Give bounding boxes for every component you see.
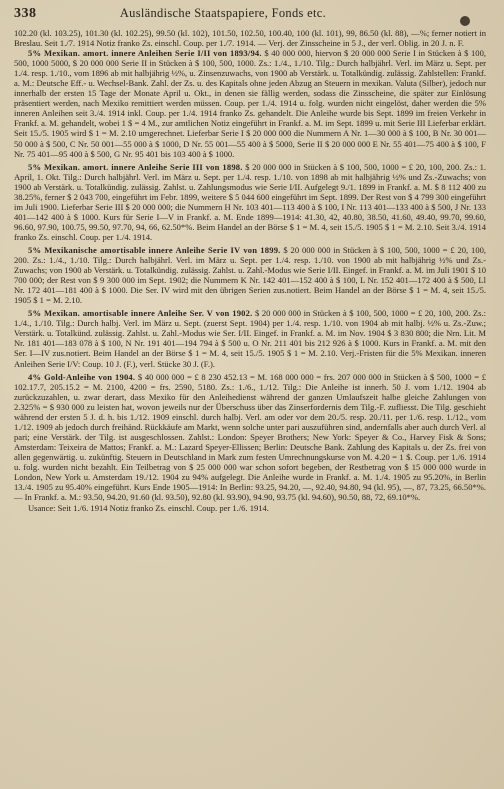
page-number: 338	[14, 6, 37, 21]
entry-heading: 5% Mexikan. amort. innere Anleihe Serie III von 1898.	[28, 161, 243, 172]
entry-serie-3	[14, 162, 486, 242]
entry-serie-4	[14, 245, 486, 305]
usance-text: Usance: Seit 1./6. 1914 Notiz franko Zs. einschl. Coup. per 1./6. 1914.	[28, 503, 269, 514]
entry-gold-anleihe-1904	[14, 372, 486, 503]
entry-heading: 5% Mexikan. amortisable innere Anleihe Ser. V von 1902.	[28, 308, 253, 319]
entry-text: $ 20 000 000 in Stücken à $ 100, 500, 1000 = £ 20, 100, 200. Zs.: 1. April, 1. Okt. Tilg.: Durch halbjährl. Verl. im März u. Sept. per 1./4. resp. 1./10. von 1898 ab mit halbjährig ½% und Zs.-Zuwachs; von 1900 ab Verstärk. u. Totalkündig. zulässig. Zahlst. u. Zahlungsmodus wie Serie I/II. Aufgelegt 9./1. 1899 in Frankf. a. M. $ 8 112 400 zu 38.25%, ferner $ 2 043 700, eingeführt im Febr. 1899, weitere $ 5 044 600 eingeführt im Sept. 1899. Der Rest von $ 4 799 300 eingeführt im Juli 1900. Lieferbar Serie III $ 20 000 000; die Nummern H Nr. 103 401—113 400 à $ 100, I Nr. 113 401—133 400 à $ 500, J Nr. 133 401—142 400 à $ 1000. Kurs für Serie I—V in Frankf. a. M. Ende 1899—1914: 41.30, 42, 40.80, 38.50, 41.60, 49.40, 99.70, 99.60, 96.60, 97.90, 100.75, 99.50, 97.70, 94, 66, 62.50*%. Beim Handel an der Börse $ 1 = M. 4, seit 15./5. 1905 $ 1 = M. 2.10. Seit 3./4. 1914 franko Zs. einschl. Coup. per 1./4. 1914.	[14, 161, 487, 242]
usance-note	[14, 503, 486, 513]
entry-text: $ 40 000 000, hiervon $ 20 000 000 Serie I in Stücken à $ 100, 500, 1000 5000, $ 20 000 000 Serie II in Stücken à $ 100, 500, 1000. Zs.: 1./4., 1./10. Tilg.: Durch halbjährl. Verl. im März u. Sept. per 1./4. resp. 1./10., vom 1896 ab mit halbjährig ½%, u. Zinsenzuwachs, von 1900 ab Verstärk. u. Totalkündig. zulässig. Zahlstellen: Frankf. a. M.: Deutsche Eff.- u. Wechsel-Bank. Zahl. der Zs. u. des Kapitals ohne jeden Abzug an Steuern in mexikan. Valuta (Silber), jedoch nur innerhalb der ersten 15 Tage der Monate April u. Okt., in denen sie fällig werden, sodass die Zinsscheine, die später zur Einlösung präsentiert werden, nach Mexiko remittiert werden müssen. Coup. per 1./4. 1914 u. folg. wurden nicht eingelöst, daher werden die 5% inneren Anleihen seit 3./4. 1914 inkl. Coup. per 1./4. 1914 franko Zs. gehandelt. Die Anleihe wurde bis Sept. 1899 im freien Verkehr in Frankf. a. M. gehandelt, wobei 1 $ = 4 M., zur amtlichen Notiz eingeführt in Frankf. a. M. im Sept. 1899 u. mit Serie III Lieferbar erklärt. Seit 15./5. 1905 wird $ 1 = M. 2.10 umgerechnet. Lieferbar Serie I $ 20 000 000 die Nummern A Nr. 1—30 000 à $ 100, B Nr. 30 001—50 000 à $ 500, C Nr. 50 001—55 000 à $ 1000, D Nr. 55 001—55 400 à $ 5000, Serie II $ 20 000 000 E Nr. 55 401—75 400 à $ 100, F Nr. 75 401—95 400 à $ 500, G Nr. 95 401 bis 103 400 à $ 1000.	[14, 48, 486, 159]
document-body	[14, 28, 486, 513]
page-header	[14, 6, 486, 28]
entry-text: $ 20 000 000 in Stücken à $ 100, 500, 1000 = £ 20, 100, 200. Zs.: 1./4., 1./10. Tilg.: Durch halbj. Verl. im März u. Sept. (zuerst Sept. 1904) per 1./4. resp. 1./10. von 1904 ab mit halbj. ½% u. Zs.-Zuw.; Verstärk. u. Totalkünd. zulässig. Zahlst. u. Zahl.-Modus wie Ser. I/II. Eingef. in Frankf. a. M. im Nov. 1904 $ 3 830 800; die Nrn. Lit. M Nr. 181 401—183 078 à $ 100, N Nr. 191 401—194 794 à $ 500 u. O Nr. 211 401 bis 212 926 à $ 1000. Kurs in Frankf. a. M. mit den Ser. I—IV zus.notiert. Beim Handel an der Börse $ 1 = M. 4, seit 15./5. 1905 $ 1 = M. 2.10. Verj.-Fristen für die 5% Mexikan. inneren Anleihen Serie I/V: Coup. 10 J. (F.), verl. Stücke 30 J. (F.).	[14, 308, 487, 369]
entry-heading: 5% Mexikanische amortisable innere Anleihe Serie IV von 1899.	[28, 244, 281, 255]
entry-serie-5	[14, 308, 486, 368]
entry-text: $ 20 000 000 in Stücken à $ 100, 500, 1000 = £ 20, 100, 200. Zs.: 1./4., 1./10. Tilg.: Durch halbjährl. Verl. im März u. Sept. per 1./4. resp. 1./10. von 1900 ab mit halbjährig ½% und Zs.-Zuwachs; von 1900 ab Verstärk. u. Totalkündig. zulässig. Zahlst. u. Zahl.-Modus wie Serie I/II. Eingef. in Frankf. a. M. im Juli 1901 $ 10 700 000; der Rest von $ 9 300 000 im Sept. 1902; die Nummern K Nr. 142 401—152 400 à $ 100, L Nr. 152 401—172 400 à $ 500, Ll Nr. 172 401—181 400 à $ 1000. Die Ser. IV wird mit den übrigen Serien zus.notiert. Beim Handel an der Börse $ 1 = M. 4, seit 15./5. 1905 $ 1 = M. 2.10.	[14, 244, 486, 306]
paragraph-text: 102.20 (kl. 103.25), 101.30 (kl. 102.25), 99.50 (kl. 102), 101.50, 102.50, 100.40, 100 (kl. 101), 99, 86.50 (kl. 88), —%; ferner notiert in Breslau. Seit 1./7. 1914 Notiz franko Zs. einschl. Coup. per 1./7. 1914. — Verj. der Zinsscheine in 5 J., der verl. Oblig. in 20 J. n. F.	[14, 28, 486, 49]
entry-heading: 5% Mexikan. amort. innere Anleihen Serie I/II von 1893/94.	[28, 48, 262, 59]
entry-serie-1-2	[14, 48, 486, 159]
running-title: Ausländische Staatspapiere, Fonds etc.	[119, 6, 326, 20]
entry-heading: 4% Gold-Anleihe von 1904.	[28, 371, 136, 382]
ink-blot-ornament	[460, 16, 470, 26]
entry-text: $ 40 000 000 = £ 8 230 452.13 = M. 168 000 000 = frs. 207 000 000 in Stücken à $ 500, 1000 = £ 102.17.7, 205.15.2 = M. 2100, 4200 = frs. 2590, 5180. Zs.: 1./6., 1./12. Tilg.: Die Anleihe ist innerh. 50 J. vom 1./12. 1904 ab zurückzuzahlen, u. zwar derart, dass Mexiko für den Anleihedienst während der ganzen Umlaufszeit halbe gleiche Zahlungen von 2.325% = $ 930 000 zu leisten hat, wovon jeweils nur der Überschuss über das Zinserfordernis dem Tilg.-F. zufliesst. Die Tilg. geschieht während der ersten 5 J. d. h. bis 1./12. 1909 einschl. durch halbj. Verl. am oder vor dem 20./5. resp. 20./11. per 1./6. resp. 1./12., vom 1./12. 1909 ab jedoch durch freihänd. Rückkäufe am Markt, wenn solche unter pari auszuführen sind, andernfalls aber auch durch Verl. al pari; eine Verstärk. der Tilg. ist ausgeschlossen. Zahlst.: London: Speyer Brothers; New York: Speyer & Co., Harvey Fisk & Sons; Amsterdam: Teixeira de Mattos; Frankf. a. M.: Lazard Speyer-Ellissen; Berlin: Deutsche Bank. Zahlung des Kapitals u. der Zs. frei von allen gegenwärtig. u. zukünftig. Steuern in Deutschland in Mark zum festen Umrechnungskurse von M. 4.20 = 1 $. Coup. per 1./6. 1914 u. folg. wurden nicht bezahlt. Ein Teilbetrag von $ 25 000 000 war schon sofort begeben, der Restbetrag von $ 15 000 000 wurde in London, New York u. Amsterdam 19./12. 1904 zu 94% aufgelegt. Die Anleihe wurde in Frankf. a. M. 1./4. 1905 zu 95.20%, in Berlin 13./4. 1905 zu 95.40% eingeführt. Kurs Ende 1905—1914: In Berlin: 93.25, 94.20, —, 92.40, 94.80, 94 (kl. 95), —, 87, 73.25, 66.50*%. — In Frankf. a. M.: 93.50, 94.20, 91.60 (kl. 93.50), 92.80 (kl. 93.90), 94.90, 93.75 (kl. 94.60), 90.50, 88, 72, 69.10*%.	[14, 371, 486, 503]
paragraph-continued	[14, 28, 486, 48]
